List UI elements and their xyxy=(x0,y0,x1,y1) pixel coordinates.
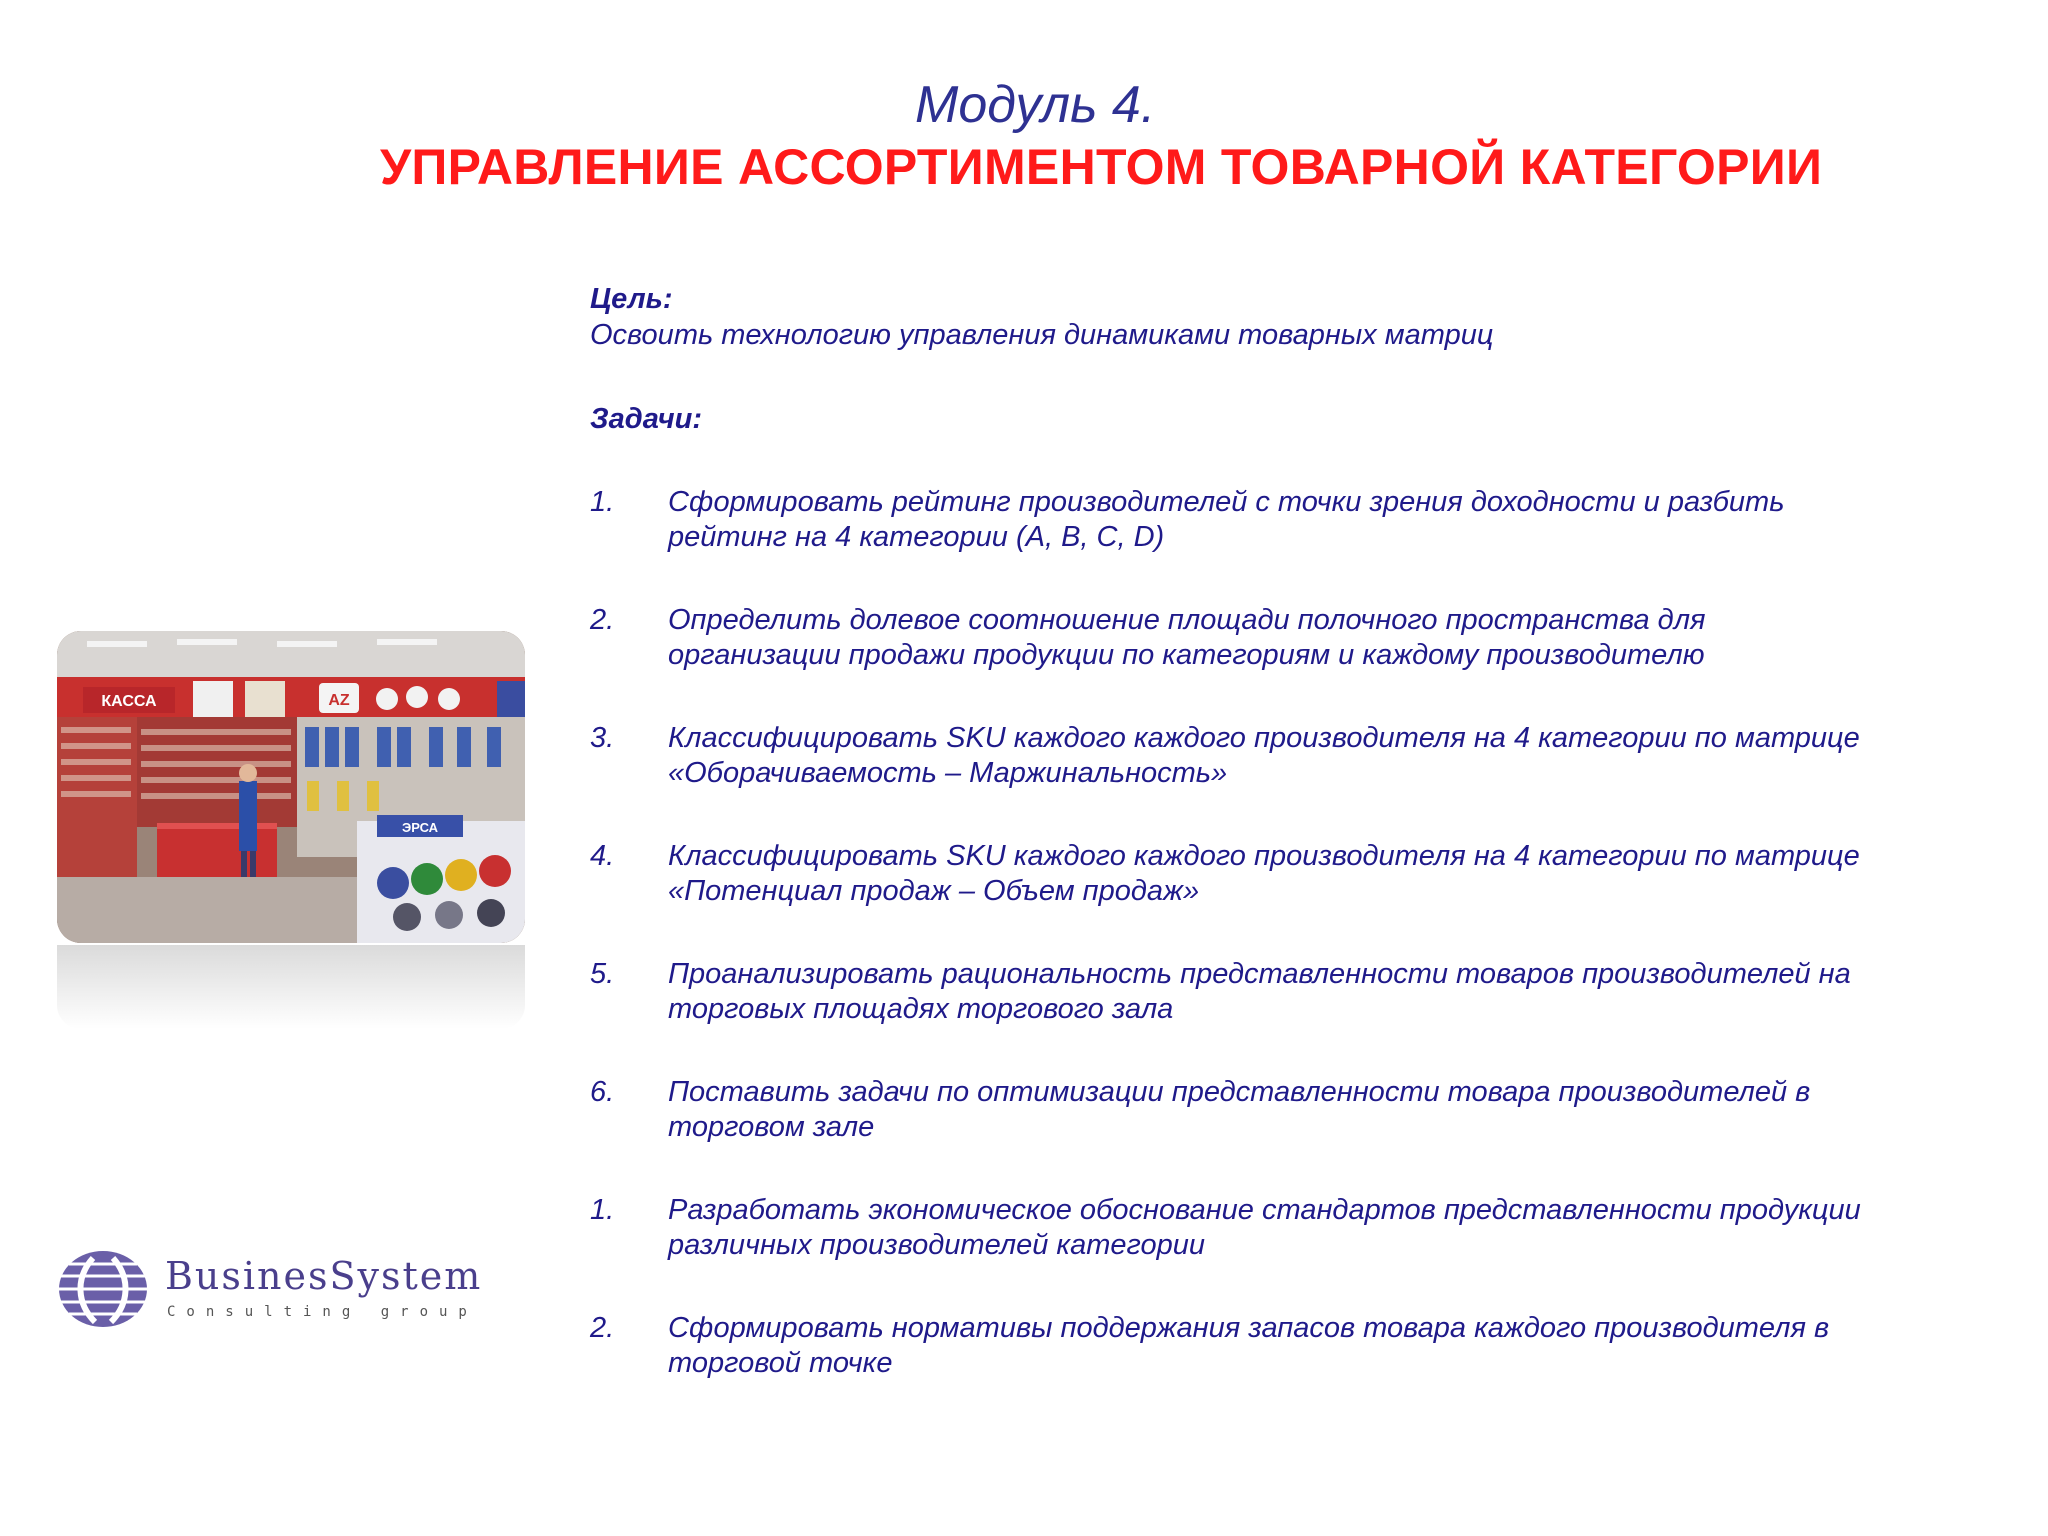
task-item xyxy=(590,1311,2010,1381)
logo-globe-icon xyxy=(55,1248,151,1330)
task-item xyxy=(590,1075,2010,1145)
task-number: 5. xyxy=(590,958,615,990)
goal-text: Освоить технологию управления динамиками товарных матриц xyxy=(590,319,1494,351)
task-text xyxy=(668,485,2010,555)
task-line: Определить долевое соотношение площади полочного пространства для xyxy=(668,604,1706,636)
task-line: торговом зале xyxy=(668,1111,875,1143)
task-item xyxy=(590,1193,2010,1263)
sign-brand: ЭРСА xyxy=(401,820,439,835)
task-item xyxy=(590,957,2010,1027)
task-text xyxy=(668,957,2010,1027)
photo-reflection xyxy=(57,945,525,1029)
task-line: Разработать экономическое обоснование стандартов представленности продукции xyxy=(668,1194,1861,1226)
task-line: Сформировать нормативы поддержания запасов товара каждого производителя в xyxy=(668,1312,1830,1344)
task-line: различных производителей категории xyxy=(668,1229,1206,1261)
content-block xyxy=(590,282,2010,1429)
task-item xyxy=(590,603,2010,673)
task-number: 1. xyxy=(590,1194,615,1226)
task-line: Проанализировать рациональность представленности товаров производителей на xyxy=(668,958,1851,990)
company-logo xyxy=(55,1248,515,1338)
task-number: 3. xyxy=(590,722,615,754)
sign-kassa: КАССА xyxy=(101,693,157,710)
task-number: 2. xyxy=(590,604,615,636)
task-line: рейтинг на 4 категории (A, B, C, D) xyxy=(668,521,1165,553)
task-text xyxy=(668,1193,2010,1263)
logo-subtitle: Consulting group xyxy=(167,1304,478,1320)
task-number: 1. xyxy=(590,486,615,518)
task-line: Поставить задачи по оптимизации представленности товара производителей в xyxy=(668,1076,1811,1108)
store-photo xyxy=(57,631,525,943)
task-line: торговых площадях торгового зала xyxy=(668,993,1174,1025)
store-photo-illustration xyxy=(57,631,525,943)
task-text xyxy=(668,1311,2010,1381)
task-line: организации продажи продукции по категориям и каждому производителю xyxy=(668,639,1705,671)
page-title: УПРАВЛЕНИЕ АССОРТИМЕНТОМ ТОВАРНОЙ КАТЕГОРИИ xyxy=(380,139,1823,195)
task-text xyxy=(668,721,2010,791)
task-text xyxy=(668,603,2010,673)
task-item xyxy=(590,721,2010,791)
task-item xyxy=(590,839,2010,909)
task-line: «Потенциал продаж – Объем продаж» xyxy=(668,875,1200,907)
task-list xyxy=(590,485,2010,1381)
store-photo-frame xyxy=(57,631,525,1029)
goal-heading: Цель: xyxy=(590,283,673,315)
task-line: Классифицировать SKU каждого каждого производителя на 4 категории по матрице xyxy=(668,840,1860,872)
task-item xyxy=(590,485,2010,555)
task-number: 4. xyxy=(590,840,615,872)
task-line: «Оборачиваемость – Маржинальность» xyxy=(668,757,1228,789)
task-text xyxy=(668,839,2010,909)
task-number: 6. xyxy=(590,1076,615,1108)
task-text xyxy=(668,1075,2010,1145)
sign-az: AZ xyxy=(328,692,350,709)
module-label: Модуль 4. xyxy=(915,76,1156,134)
task-number: 2. xyxy=(590,1312,615,1344)
logo-name: BusinesSystem xyxy=(165,1254,483,1298)
task-line: торговой точке xyxy=(668,1347,893,1379)
tasks-heading: Задачи: xyxy=(590,403,702,435)
task-line: Сформировать рейтинг производителей с точки зрения доходности и разбить xyxy=(668,486,1785,518)
task-line: Классифицировать SKU каждого каждого производителя на 4 категории по матрице xyxy=(668,722,1860,754)
